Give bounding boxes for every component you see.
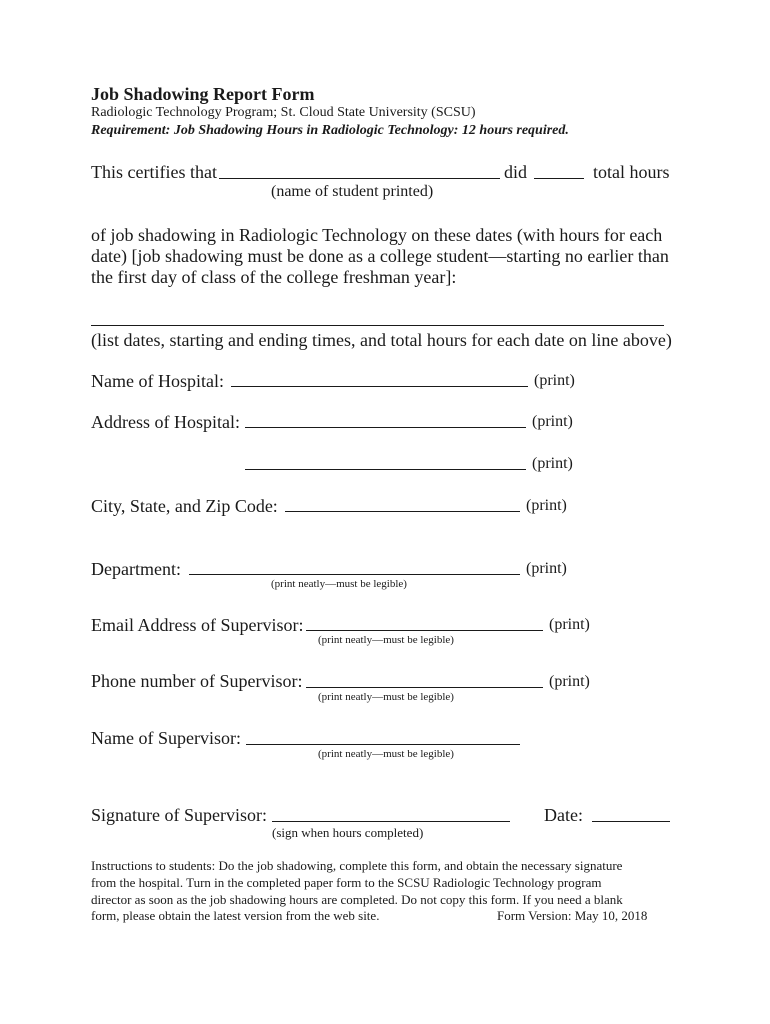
paragraph-line-1: of job shadowing in Radiologic Technology on these dates (with hours for each [91, 225, 663, 245]
supervisor-phone-field[interactable] [306, 687, 543, 688]
instructions-line-1: Instructions to students: Do the job shadowing, complete this form, and obtain the necessary signature [91, 858, 623, 873]
hospital-address-print-1: (print) [532, 413, 573, 430]
department-label: Department: [91, 559, 181, 579]
dates-field[interactable] [91, 325, 664, 326]
student-name-field[interactable] [219, 178, 500, 179]
supervisor-phone-label: Phone number of Supervisor: [91, 671, 303, 691]
supervisor-email-note: (print neatly—must be legible) [318, 634, 454, 646]
hospital-name-print: (print) [534, 372, 575, 389]
student-name-caption: (name of student printed) [271, 183, 434, 200]
signature-note: (sign when hours completed) [272, 825, 424, 840]
city-state-zip-field[interactable] [285, 511, 520, 512]
city-state-zip-label: City, State, and Zip Code: [91, 496, 278, 516]
hospital-name-label: Name of Hospital: [91, 371, 224, 391]
total-hours-label: total hours [593, 162, 670, 182]
hospital-name-field[interactable] [231, 386, 528, 387]
hospital-address-label: Address of Hospital: [91, 412, 240, 432]
date-field[interactable] [592, 821, 670, 822]
supervisor-phone-print: (print) [549, 673, 590, 690]
supervisor-name-note: (print neatly—must be legible) [318, 748, 454, 760]
department-field[interactable] [189, 574, 520, 575]
department-print: (print) [526, 560, 567, 577]
dates-caption: (list dates, starting and ending times, and total hours for each date on line above) [91, 330, 672, 350]
city-state-zip-print: (print) [526, 497, 567, 514]
supervisor-email-field[interactable] [306, 630, 543, 631]
program-line: Radiologic Technology Program; St. Cloud State University (SCSU) [91, 105, 476, 120]
supervisor-email-label: Email Address of Supervisor: [91, 615, 304, 635]
hospital-address-field-1[interactable] [245, 427, 526, 428]
paragraph-line-2: date) [job shadowing must be done as a college student—starting no earlier than [91, 246, 669, 266]
supervisor-name-label: Name of Supervisor: [91, 728, 241, 748]
supervisor-email-print: (print) [549, 616, 590, 633]
did-label: did [504, 162, 528, 182]
total-hours-field[interactable] [534, 178, 584, 179]
instructions-line-3: director as soon as the job shadowing hours are completed. Do not copy this form. If you need a blank [91, 892, 623, 907]
date-label: Date: [544, 805, 583, 825]
form-title: Job Shadowing Report Form [91, 84, 315, 104]
supervisor-phone-note: (print neatly—must be legible) [318, 691, 454, 703]
hospital-address-field-2[interactable] [245, 469, 526, 470]
instructions-line-2: from the hospital. Turn in the completed paper form to the SCSU Radiologic Technology program [91, 875, 602, 890]
supervisor-signature-label: Signature of Supervisor: [91, 805, 267, 825]
supervisor-name-field[interactable] [246, 744, 520, 745]
requirement-line: Requirement: Job Shadowing Hours in Radiologic Technology: 12 hours required. [91, 123, 569, 138]
department-note: (print neatly—must be legible) [271, 578, 407, 590]
paragraph-line-3: the first day of class of the college freshman year]: [91, 267, 457, 287]
certify-prefix: This certifies that [91, 162, 217, 182]
instructions-line-4: form, please obtain the latest version from the web site. [91, 908, 380, 923]
supervisor-signature-field[interactable] [272, 821, 510, 822]
form-version: Form Version: May 10, 2018 [497, 908, 648, 923]
hospital-address-print-2: (print) [532, 455, 573, 472]
